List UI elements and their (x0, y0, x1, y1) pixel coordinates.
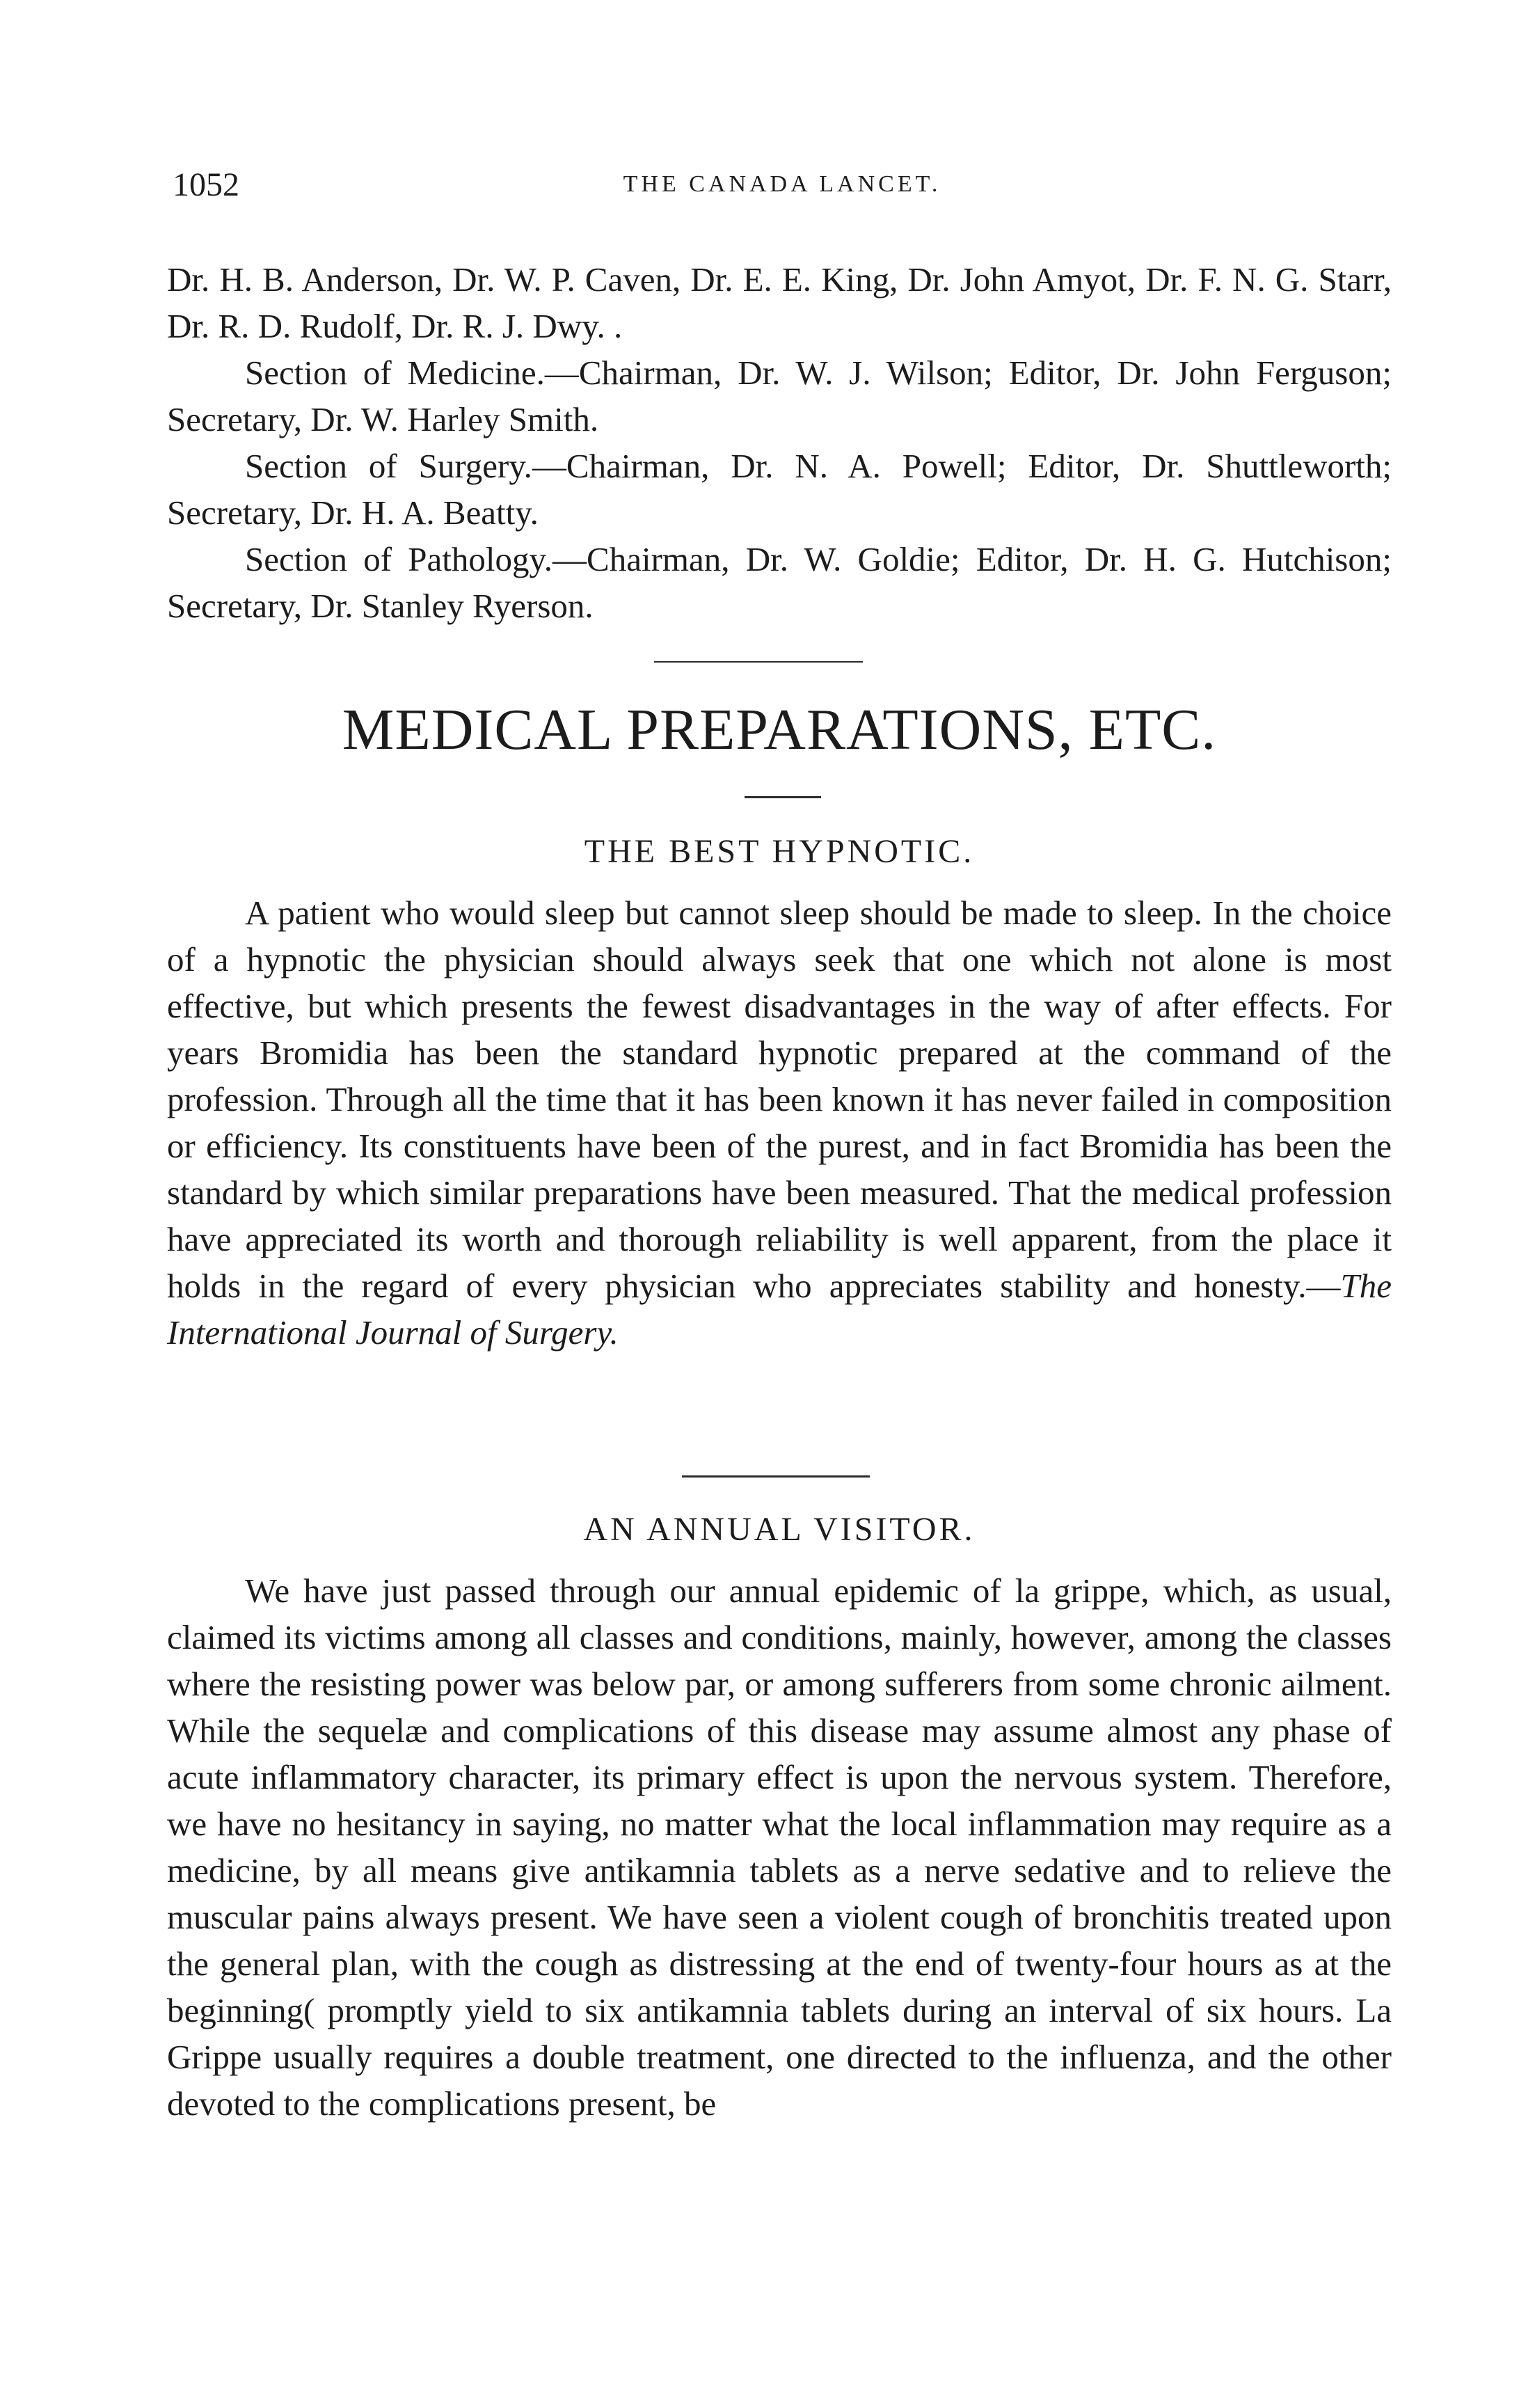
short-rule (745, 796, 821, 798)
body-text: A patient who would sleep but cannot sleep should be made to sleep. In the choice of a hypnotic the physician should always seek that one which not alone is most effective, but which presents the fewest disadvantages in the way of after effects. For years Bromidia has been the standard hypnotic prepared at the command of the profession. Through all the time that it has been known it has never failed in composition or efficiency. Its constituents have been of the purest, and in fact Bromidia has been the standard by which similar preparations have been measured. That the medical profession have appreciated its worth and thorough reliability is well apparent, from the place it holds in the regard of every physician who appreciates stability and honesty.— (167, 894, 1392, 1305)
divider-rule (654, 661, 863, 663)
page-header (173, 166, 1392, 207)
section-title: MEDICAL PREPARATIONS, ETC. (342, 697, 1217, 762)
article-visitor (167, 1567, 1392, 2127)
page-number: 1052 (173, 166, 239, 203)
committee-names: Dr. H. B. Anderson, Dr. W. P. Caven, Dr. E. E. King, Dr. John Amyot, Dr. F. N. G. Starr, Dr. R. D. Rudolf, Dr. R. J. Dwy. . (167, 260, 1392, 345)
divider-rule-2 (682, 1475, 870, 1478)
citation: The International Journal of Surgery. (167, 1267, 1392, 1352)
section-pathology: Section of Pathology.—Chairman, Dr. W. Goldie; Editor, Dr. H. G. Hutchison; Secretary, Dr. Stanley Ryerson. (167, 540, 1392, 625)
article-title-hypnotic: THE BEST HYPNOTIC. (584, 833, 975, 870)
article-body-visitor: We have just passed through our annual epidemic of la grippe, which, as usual, claimed its victims among all classes and conditions, mainly, however, among the classes where the resisting power was below par, or among sufferers from some chronic ailment. While the sequelæ and complications of this disease may assume almost any phase of acute inflammatory character, its primary effect is upon the nervous system. Therefore, we have no hesitancy in saying, no matter what the local inflammation may require as a medicine, by all means give antikamnia tablets as a nerve sedative and to relieve the muscular pains always present. We have seen a violent cough of bronchitis treated upon the general plan, with the cough as distressing at the end of twenty-four hours as at the beginning( promptly yield to six antikamnia tablets during an interval of six hours. La Grippe usually requires a double treatment, one directed to the influenza, and the other devoted to the complications present, be (167, 1571, 1392, 2123)
section-surgery: Section of Surgery.—Chairman, Dr. N. A. Powell; Editor, Dr. Shuttleworth; Secretary, Dr. H. A. Beatty. (167, 447, 1392, 532)
article-title-visitor: AN ANNUAL VISITOR. (583, 1511, 976, 1548)
article-body-hypnotic (167, 889, 1392, 1356)
article-hypnotic (167, 889, 1392, 1356)
running-head: THE CANADA LANCET. (623, 171, 941, 197)
section-medicine: Section of Medicine.—Chairman, Dr. W. J. Wilson; Editor, Dr. John Ferguson; Secretary, Dr. W. Harley Smith. (167, 354, 1392, 438)
intro-block (167, 256, 1392, 629)
